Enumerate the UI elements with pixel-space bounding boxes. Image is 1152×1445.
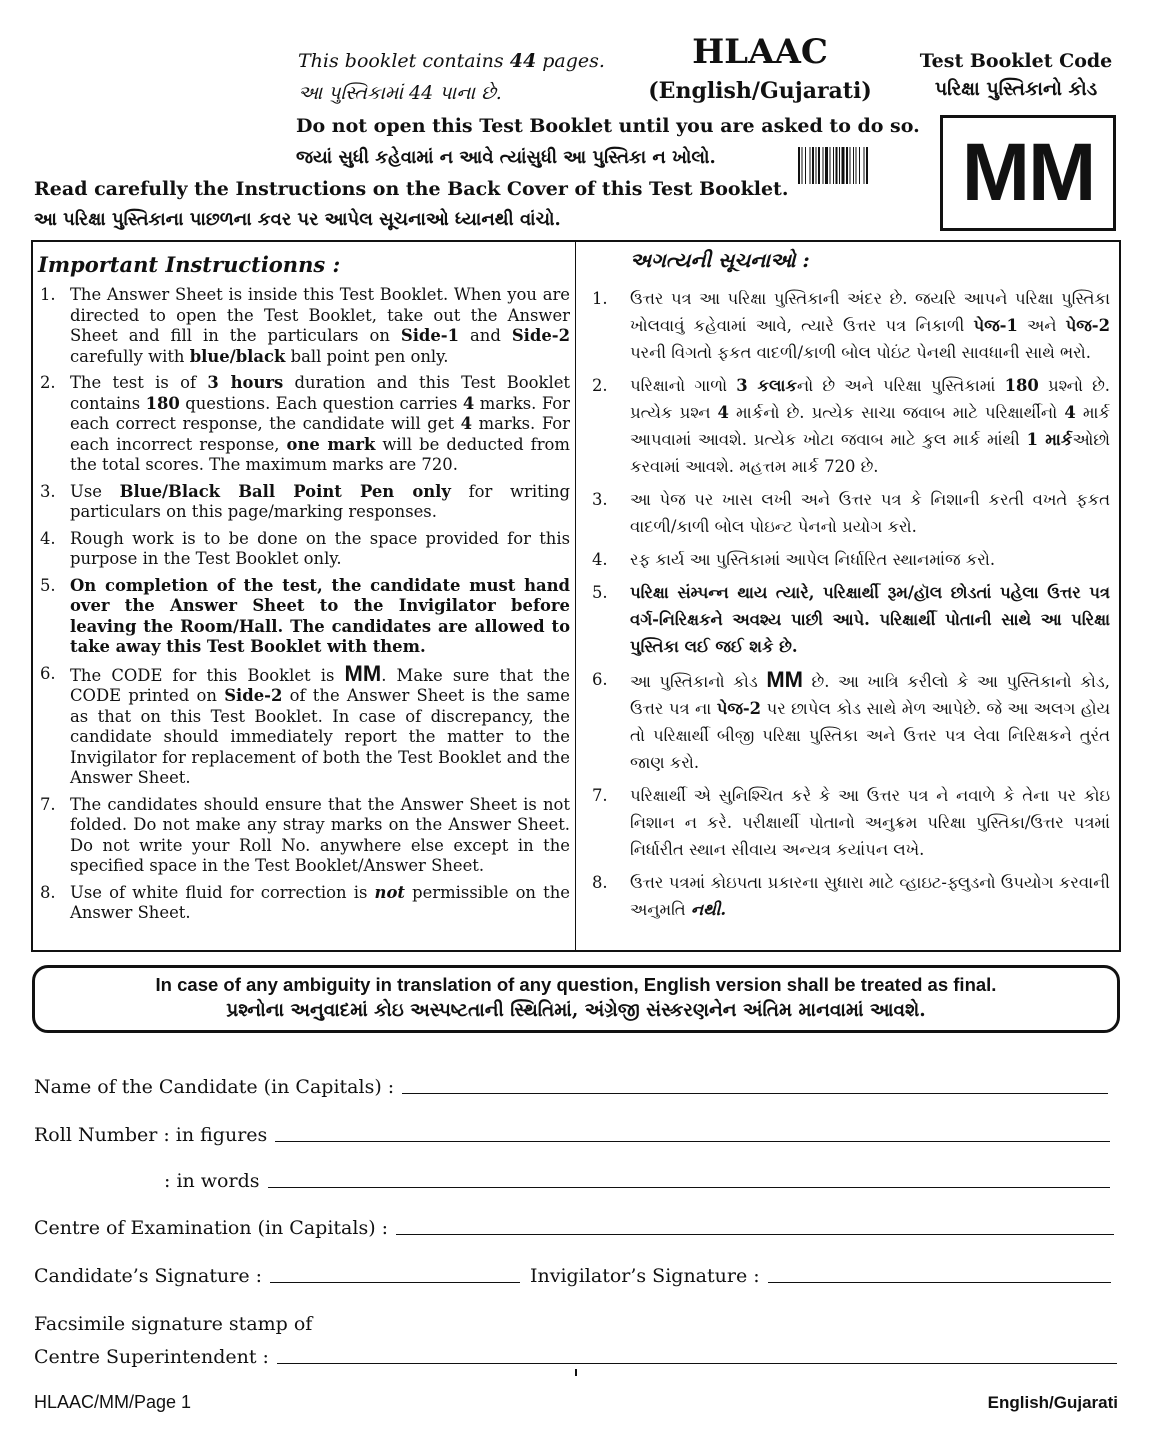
instruction-item-en: 4. Rough work is to be done on the space provided for this purpose in the Test Booklet only. <box>40 528 570 568</box>
instructions-list-en <box>40 285 570 930</box>
invigilator-signature-field[interactable] <box>768 1281 1111 1283</box>
page-footer-code: HLAAC/MM/Page 1 <box>34 1392 192 1412</box>
instruction-item-en: 8. Use of white fluid for correction is not permissible on the Answer Sheet. <box>40 882 570 922</box>
instruction-item-en: 3. Use Blue/Black Ball Point Pen only for writing particulars on this page/marking responses. <box>40 481 571 521</box>
paper-language: (English/Gujarati) <box>648 78 872 104</box>
do-not-open-notice-gu: જયાં સુધી કહેવામાં ન આવે ત્યાંસુધી આ પુસ્તિકા ન ખોલો. <box>296 147 716 168</box>
instructions-divider <box>575 242 576 950</box>
translation-notice-en: In case of any ambiguity in translation of any question, English version shall be treated as final. <box>155 974 997 995</box>
instruction-item-gu: 6. આ પુસ્તિકાનો કોડ MM છે. આ ખાત્રિ કરીલો કે આ પુસ્તિકાનો કોડ, ઉત્તર પત્ર ના પેજ-2 પર છાપેલ કોડ સાથે મેળ આપેછે. જે આ અલગ હોય તો પરિક્ષાર્થી બીજી પરિક્ષા પુસ્તિકા અને ઉત્તર પત્ર લેવા નિરિક્ષકને તુરંત જાણ કરો. <box>592 667 1111 772</box>
translation-notice-box <box>32 965 1120 1033</box>
read-instructions-notice-gu: આ પરિક્ષા પુસ્તિકાના પાછળના કવર પર આપેલ સૂચનાઓ ધ્યાનથી વાંચો. <box>34 209 561 230</box>
roll-figures-label: Roll Number : in figures <box>34 1124 268 1146</box>
instruction-item-en: 7. The candidates should ensure that the Answer Sheet is not folded. Do not make any stray marks on the Answer Sheet. Do not write your Roll No. anywhere else except in the specified space in the Test Booklet/Answer Sheet. <box>40 794 570 875</box>
instruction-item-en: 2. The test is of 3 hours duration and this Test Booklet contains 180 questions. Each question carries 4 marks. For each correct response, the candidate will get 4 marks. For each incorrect response, one mark will be deducted from the total scores. The maximum marks are 720. <box>40 373 570 474</box>
instructions-heading-gu: અગત્યની સૂચનાઓ : <box>630 248 810 272</box>
test-booklet-code-label-gu: પરિક્ષા પુસ્તિકાનો કોડ <box>934 78 1098 100</box>
candidate-name-row <box>34 1076 1108 1098</box>
roll-words-row <box>164 1170 1110 1192</box>
roll-words-field[interactable] <box>268 1186 1111 1188</box>
instruction-item-en: 5. On completion of the test, the candidate must hand over the Answer Sheet to the Invigilator before leaving the Room/Hall. The candidates are allowed to take away this Test Booklet with them. <box>40 575 570 656</box>
center-tick-mark <box>575 1369 577 1376</box>
paper-code: HLAAC <box>692 32 828 72</box>
instruction-item-gu: 3. આ પેજ પર ખાસ લખી અને ઉત્તર પત્ર કે નિશાની કરતી વખતે ફકત વાદળી/કાળી બોલ પોઇન્ટ પેનનો પ્રયોગ કરો. <box>592 490 1110 536</box>
stamp-label-row <box>34 1313 312 1335</box>
candidate-signature-field[interactable] <box>270 1281 520 1283</box>
do-not-open-notice-en: Do not open this Test Booklet until you are asked to do so. <box>296 115 920 137</box>
roll-words-label: : in words <box>164 1170 260 1192</box>
page-footer-language: English/Gujarati <box>987 1393 1118 1412</box>
instruction-item-gu: 4. રફ કાર્ય આ પુસ્તિકામાં આપેલ નિર્ધારિત સ્થાનમાંજ કરો. <box>592 550 996 569</box>
superintendent-row <box>34 1346 1117 1368</box>
candidate-name-field[interactable] <box>402 1092 1108 1094</box>
centre-field[interactable] <box>396 1233 1114 1235</box>
centre-row <box>34 1217 1114 1239</box>
barcode-icon <box>798 147 916 184</box>
test-booklet-code-label-en: Test Booklet Code <box>919 50 1113 72</box>
instructions-list-gu <box>592 285 1110 929</box>
translation-notice-gu: પ્રશ્નોના અનુવાદમાં કોઇ અસ્પષ્ટતાની સ્થિતિમાં, અંગ્રેજી સંસ્કરણનેન અંતિમ માનવામાં આવશે. <box>226 1000 926 1021</box>
read-instructions-notice-en: Read carefully the Instructions on the Back Cover of this Test Booklet. <box>34 178 789 200</box>
stamp-label-line-1: Facsimile signature stamp of <box>34 1313 313 1335</box>
pages-count-en: This booklet contains 44 pages. <box>298 50 605 72</box>
candidate-name-label: Name of the Candidate (in Capitals) : <box>34 1076 395 1098</box>
candidate-signature-label: Candidate’s Signature : <box>34 1265 262 1287</box>
superintendent-signature-field[interactable] <box>277 1362 1117 1364</box>
centre-label: Centre of Examination (in Capitals) : <box>34 1217 389 1239</box>
stamp-label-line-2: Centre Superintendent : <box>34 1346 269 1368</box>
instruction-item-gu: 5. પરિક્ષા સંમ્પન્ન થાય ત્યારે, પરિક્ષાર્થી રૂમ/હૉલ છોડતાં પહેલા ઉત્તર પત્ર વર્ગ-નિરિક્ષકને અવશ્ય પાછી આપે. પરિક્ષાર્થી પોતાની સાથે આ પરિક્ષા પુસ્તિકા લઈ જઈ શકે છે. <box>592 583 1110 656</box>
instruction-item-gu: 2. પરિક્ષાનો ગાળો 3 કલાકનો છે અને પરિક્ષા પુસ્તિકામાં 180 પ્રશ્નો છે. પ્રત્યેક પ્રશ્ન 4 માર્કનો છે. પ્રત્યેક સાચા જવાબ માટે પરિક્ષાર્થીનો 4 માર્ક આપવામાં આવશે. પ્રત્યેક ખોટા જવાબ માટે કુલ માર્ક માંથી 1 માર્કઓછો કરવામાં આવશે. મહત્તમ માર્ક 720 છે. <box>592 376 1110 476</box>
instruction-item-en: 1. The Answer Sheet is inside this Test Booklet. When you are directed to open the Test Booklet, take out the Answer Sheet and fill in the particulars on Side-1 and Side-2 carefully with blue/black ball point pen only. <box>40 285 570 366</box>
instruction-item-gu: 1. ઉત્તર પત્ર આ પરિક્ષા પુસ્તિકાની અંદર છે. જયરિ આપને પરિક્ષા પુસ્તિકા ખોલવાવું કહેવામાં આવે, ત્યારે ઉત્તર પત્ર નિકાળી પેજ-1 અને પેજ-2 પરની વિગતો ફકત વાદળી/કાળી બોલ પોઇંટ પેનથી સાવધાની સાથે ભરો. <box>592 289 1110 362</box>
instruction-item-en: 6. The CODE for this Booklet is MM. Make sure that the CODE printed on Side-2 of the Answer Sheet is the same as that on this Test Booklet. In case of discrepancy, the candidate should immediately report the matter to the Invigilator for replacement of both the Test Booklet and the Answer Sheet. <box>40 660 570 787</box>
pages-count-gu: આ પુસ્તિકામાં 44 પાના છે. <box>298 82 502 104</box>
booklet-code-box: MM <box>940 115 1116 231</box>
invigilator-signature-label: Invigilator’s Signature : <box>530 1265 760 1287</box>
roll-figures-field[interactable] <box>275 1140 1110 1142</box>
signatures-row <box>34 1265 1111 1287</box>
roll-figures-row <box>34 1124 1110 1146</box>
instruction-item-gu: 7. પરિક્ષાર્થી એ સુનિશ્ચિત કરે કે આ ઉત્તર પત્ર ને નવાળે કે તેના પર કોઇ નિશાન ન કરે. પરીક્ષાર્થી પોતાનો અનુક્રમ પરિક્ષા પુસ્તિકા/ઉત્તર પત્રમાં નિર્ધારીત સ્થાન સીવાય અન્યત્ર કયાંપન લખે. <box>592 786 1110 859</box>
instruction-item-gu: 8. ઉત્તર પત્રમાં કોઇપતા પ્રકારના સુધારા માટે વ્હાઇટ-ફ્લુડનો ઉપયોગ કરવાની અનુમતિ નથી. <box>592 873 1110 919</box>
instructions-heading-en: Important Instructionns : <box>38 252 341 277</box>
